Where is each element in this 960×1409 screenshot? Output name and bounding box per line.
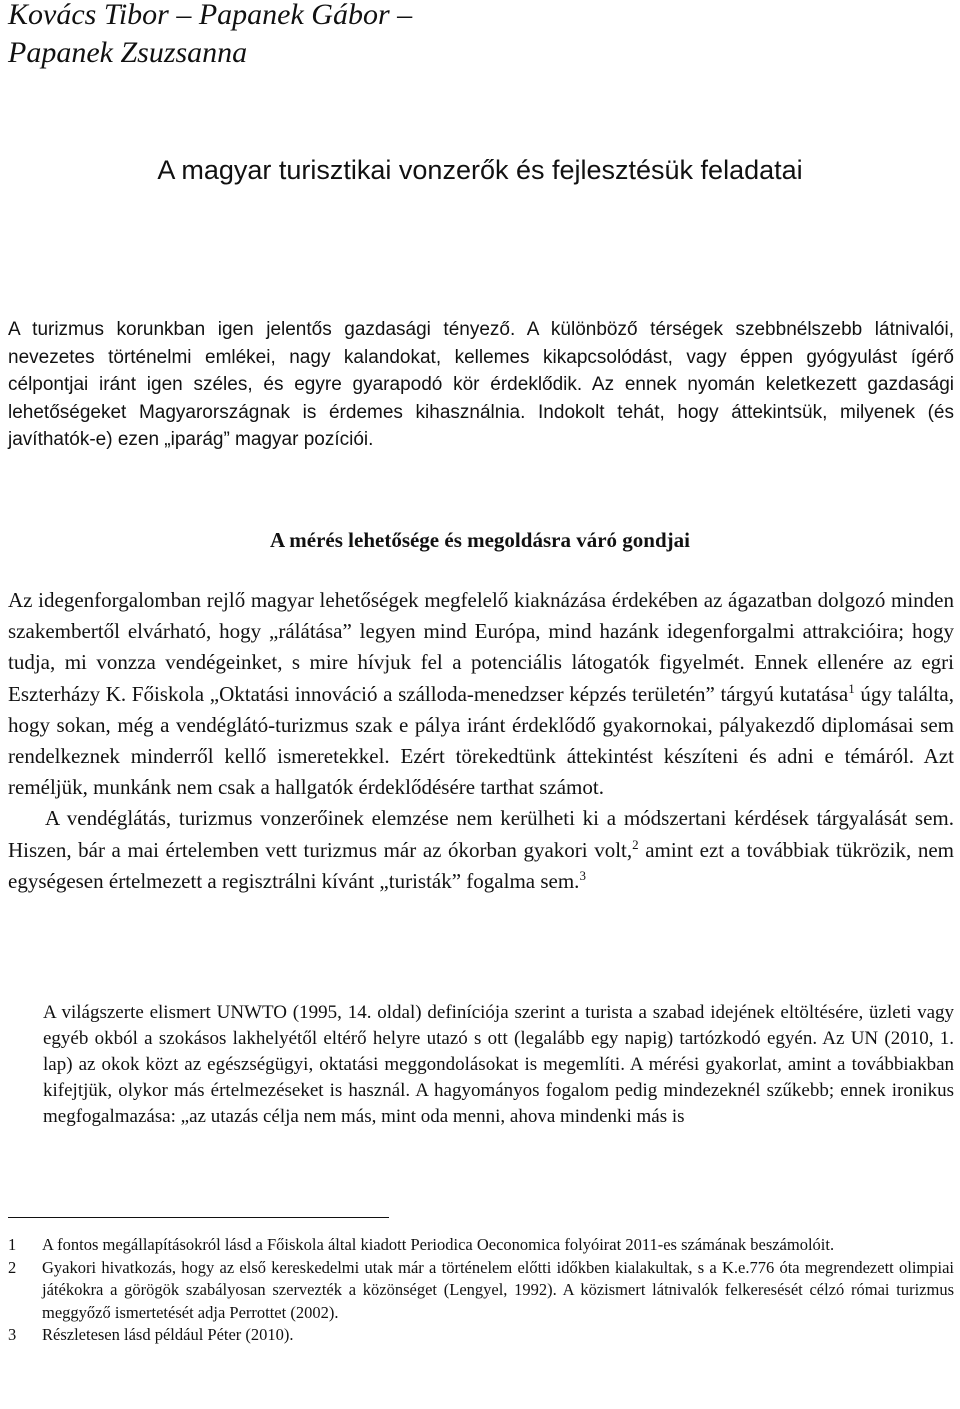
paragraph-1-text-b: úgy találta, hogy sokan, még a vendéglátó-turizmus szak e pálya iránt érdeklődő gyakornokai, pályakezdő diplomásai sem rendelkeznek minderről kellő ismeretekkel. Ezért törekedtünk áttekintést készíteni és adni e témáról. Azt reméljük, munkánk nem csak a hallgatók érdeklődésére tarthat számot. [8,681,954,800]
footnote-ref-3: 3 [579,867,586,883]
paragraph-2-text-a: A vendéglátás, turizmus vonzerőinek elemzése nem kerülheti ki a módszertani kérdések tárgyalását sem. Hiszen, bár a mai értelemben vett turizmus már az ókorban gyakori volt, [8,806,954,862]
footnote-ref-2: 2 [632,836,639,852]
footnote-text: A fontos megállapításokról lásd a Főiskola által kiadott Periodica Oeconomica folyóirat 2011-es számának beszámolóit. [42,1235,835,1254]
authors-line-1: Kovács Tibor – Papanek Gábor – [8,0,413,31]
footnote-1 [8,1234,954,1257]
authors-line-2: Papanek Zsuzsanna [8,36,248,69]
authors-block [8,0,412,72]
footnote-ref-1: 1 [848,680,855,696]
footnote-divider [8,1217,389,1218]
footnotes [8,1234,954,1347]
footnote-2 [8,1257,954,1325]
footnote-3 [8,1324,954,1347]
footnote-number: 3 [8,1325,17,1345]
paragraph-2-text-b: amint ezt a továbbiak tükrözik, nem egységesen értelmezett a regisztrálni kívánt „turisták” fogalma sem. [8,837,954,893]
section-body [8,585,954,897]
paragraph-1-text-a: Az idegenforgalomban rejlő magyar lehetőségek megfelelő kiaknázása érdekében az ágazatban dolgozó minden szakembertől elvárható, hogy „rálátása” legyen mind Európa, mind hazánk idegenforgalmi attrakcióira; hogy tudja, mi vonzza vendégeinket, s mire hívjuk fel a potenciális látogatók figyelmét. Ennek ellenére az egri Eszterházy K. Főiskola „Oktatási innováció a szálloda-menedzser képzés területén” tárgyú kutatása [8,588,954,706]
section-heading: A mérés lehetősége és megoldásra váró gondjai [270,528,690,552]
block-quote: A világszerte elismert UNWTO (1995, 14. oldal) definíciója szerint a turista a szabad idejének eltöltésére, üzleti vagy egyéb okból a szokásos lakhelyétől eltérő helyre utazó s ott (legalább egy napig) tartózkodó egyén. Az UN (2010, 1. lap) az okok közt az egészségügyi, oktatási meggondolásokat is megemlíti. A mérési gyakorlat, amint a továbbiakban kifejtjük, olykor más értelmezéseket is használ. A hagyományos fogalom pedig mindezeknél szűkebb; ennek ironikus megfogalmazása: „az utazás célja nem más, mint oda menni, ahova mindenki más is [43,1002,954,1127]
document-title: A magyar turisztikai vonzerők és fejlesztésük feladatai [157,155,803,185]
footnote-number: 1 [8,1235,17,1254]
body-paragraph-2 [8,803,954,897]
footnote-text: Gyakori hivatkozás, hogy az első kereskedelmi utak már a történelem előtti időkben kialakultak, s a K.e.776 óta megrendezett olimpiai játékokra a görögök szabályosan szervezték a közönséget (Lengyel, 1992). A közismert látnivalók felkeresését célzó római turizmus meggyőző ismertetését adja Perrottet (2002). [42,1257,954,1322]
intro-paragraph: A turizmus korunkban igen jelentős gazdasági tényező. A különböző térségek szebbnélszebb látnivalói, nevezetes történelmi emlékei, nagy kalandokat, kellemes kikapcsolódást, vagy éppen gyógyulást ígérő célpontjai iránt igen széles, és egyre gyarapodó kör érdeklődik. Az ennek nyomán keletkezett gazdasági lehetőségeket Magyarországnak is érdemes kihasználnia. Indokolt tehát, hogy áttekintsük, milyenek (és javíthatók-e) ezen „iparág” magyar pozíciói. [8,319,954,450]
body-paragraph-1 [8,585,954,803]
footnote-number: 2 [8,1257,17,1277]
footnote-text: Részletesen lásd például Péter (2010). [42,1325,294,1345]
